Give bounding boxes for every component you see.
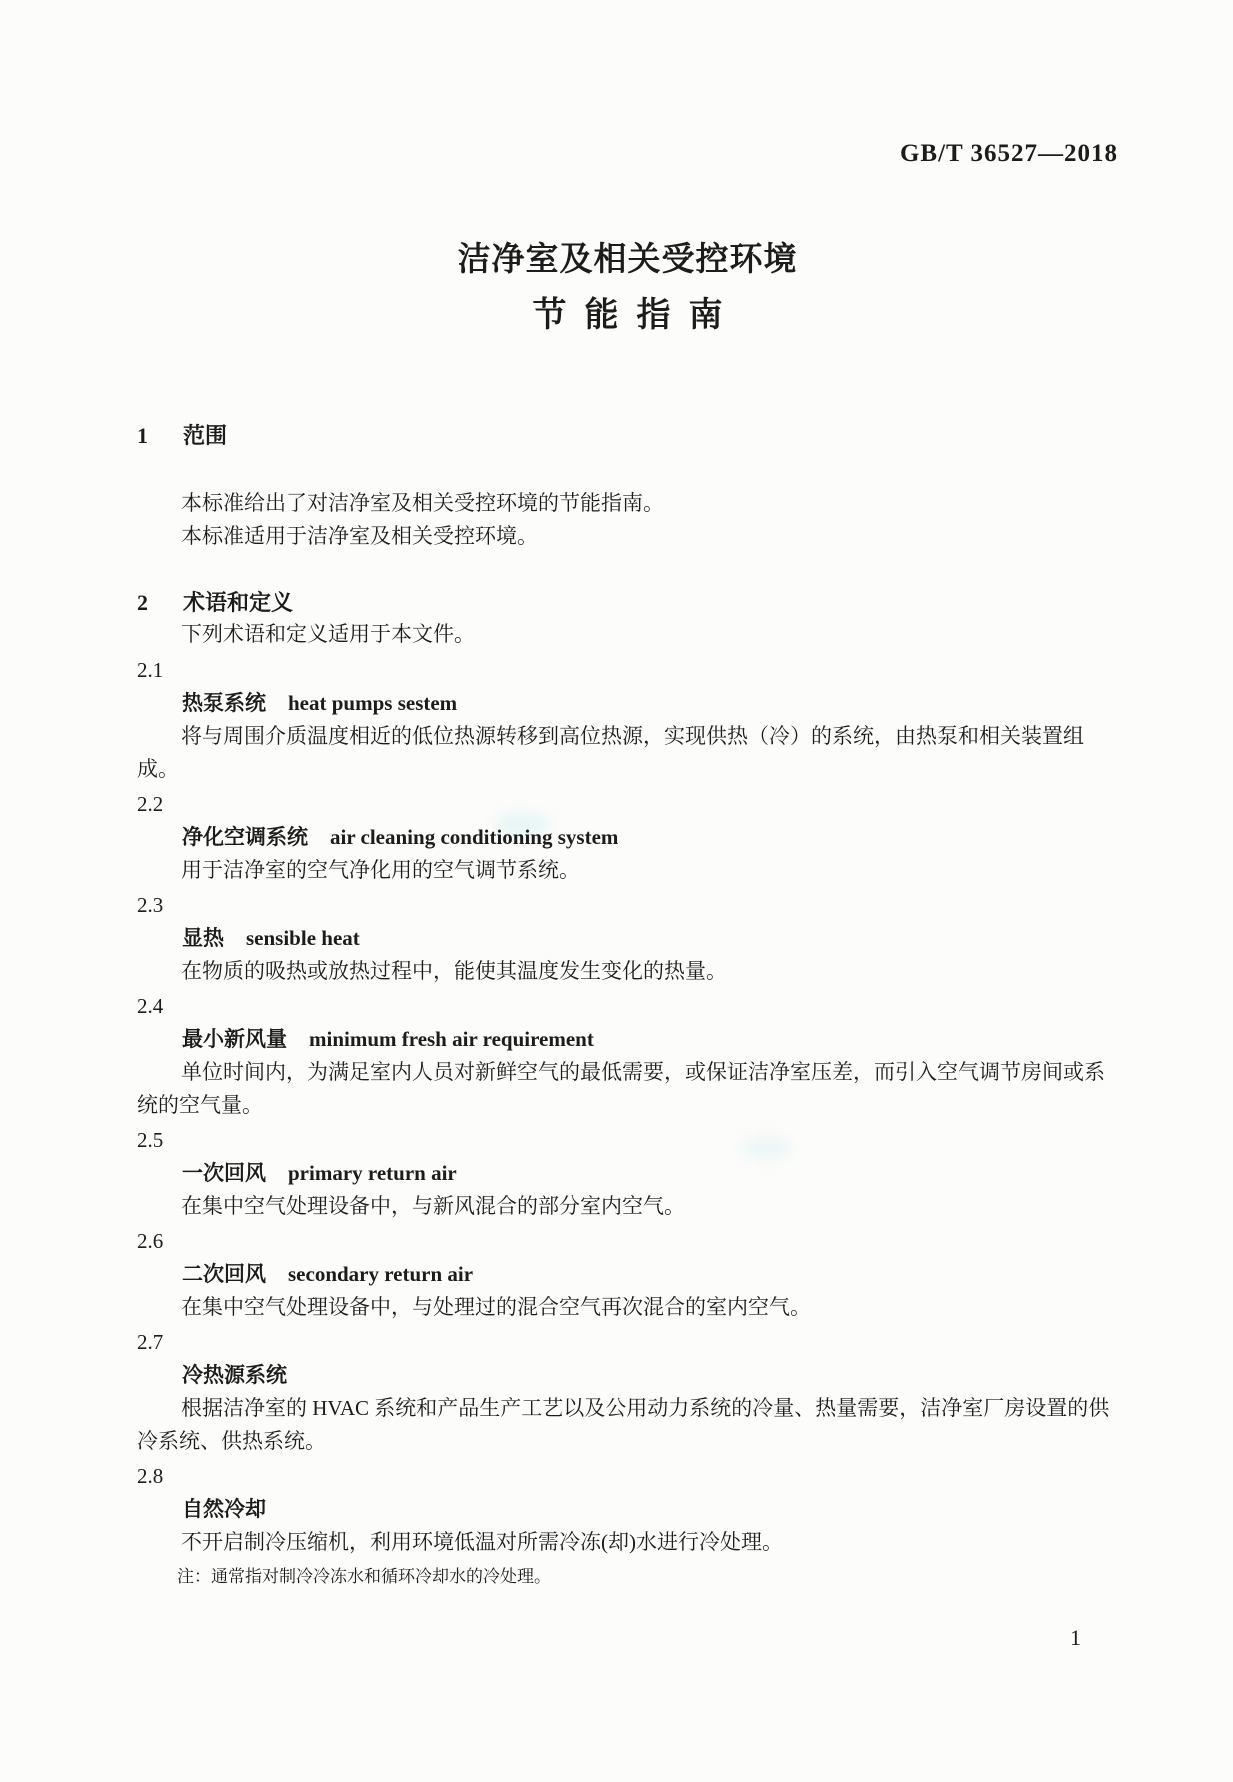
term-entry [137, 889, 1118, 988]
term-number: 2.5 [137, 1128, 164, 1152]
clause-1-body [137, 487, 1118, 553]
term-english: sensible heat [246, 926, 360, 950]
term-chinese: 净化空调系统 [182, 826, 308, 849]
term-number: 2.3 [137, 893, 164, 917]
term-entry [137, 990, 1118, 1122]
clause-1-heading [137, 421, 1118, 451]
document-title [137, 237, 1118, 339]
paragraph: 本标准给出了对洁净室及相关受控环境的节能指南。 [181, 491, 664, 515]
terms-intro: 下列术语和定义适用于本文件。 [181, 622, 475, 646]
term-entry [137, 1225, 1118, 1324]
term-english: minimum fresh air requirement [309, 1027, 594, 1051]
term-heading [182, 922, 1118, 955]
term-definition: 用于洁净室的空气净化用的空气调节系统。 [181, 858, 580, 882]
term-chinese: 冷热源系统 [182, 1364, 287, 1387]
term-number: 2.6 [137, 1229, 164, 1253]
term-heading [182, 1359, 1118, 1392]
clause-1-label: 范围 [183, 423, 228, 448]
term-definition: 在集中空气处理设备中，与处理过的混合空气再次混合的室内空气。 [181, 1295, 811, 1319]
term-heading [182, 1157, 1118, 1190]
term-english: air cleaning conditioning system [330, 825, 619, 849]
term-chinese: 自然冷却 [182, 1498, 266, 1521]
term-heading [182, 687, 1118, 720]
term-definition: 在物质的吸热或放热过程中，能使其温度发生变化的热量。 [181, 959, 727, 983]
clause-1-number: 1 [137, 423, 148, 448]
term-entry [137, 654, 1118, 786]
term-definition: 在集中空气处理设备中，与新风混合的部分室内空气。 [181, 1194, 685, 1218]
paragraph: 本标准适用于洁净室及相关受控环境。 [181, 524, 538, 548]
standard-number: GB/T 36527—2018 [899, 140, 1118, 167]
term-chinese: 显热 [182, 927, 224, 950]
term-heading [182, 821, 1118, 854]
term-number: 2.2 [137, 792, 164, 816]
title-line-1: 洁净室及相关受控环境 [457, 242, 798, 278]
terms-list [137, 654, 1118, 1589]
term-english: heat pumps sestem [288, 691, 458, 715]
term-chinese: 一次回风 [182, 1162, 266, 1185]
term-heading [182, 1023, 1118, 1056]
clause-2-label: 术语和定义 [183, 590, 294, 615]
term-number: 2.1 [137, 658, 164, 682]
term-number: 2.7 [137, 1330, 164, 1354]
term-number: 2.4 [137, 994, 164, 1018]
term-definition: 单位时间内，为满足室内人员对新鲜空气的最低需要，或保证洁净室压差，而引入空气调节房间或系统的空气量。 [137, 1060, 1105, 1117]
clause-2-heading [137, 588, 1118, 618]
term-definition: 不开启制冷压缩机，利用环境低温对所需冷冻(却)水进行冷处理。 [181, 1530, 783, 1554]
title-line-2: 节能指南 [532, 297, 741, 334]
page-number: 1 [1070, 1625, 1081, 1650]
term-entry [137, 788, 1118, 887]
term-definition: 根据洁净室的 HVAC 系统和产品生产工艺以及公用动力系统的冷量、热量需要，洁净室厂房设置的供冷系统、供热系统。 [137, 1396, 1110, 1453]
term-entry [137, 1326, 1118, 1458]
term-heading [182, 1258, 1118, 1291]
term-english: primary return air [288, 1161, 457, 1185]
term-chinese: 二次回风 [182, 1263, 266, 1286]
term-chinese: 最小新风量 [182, 1028, 287, 1051]
clause-2-number: 2 [137, 590, 148, 615]
term-entry [137, 1460, 1118, 1589]
term-note: 注：通常指对制冷冷冻水和循环冷却水的冷处理。 [177, 1567, 551, 1586]
term-number: 2.8 [137, 1464, 164, 1488]
term-chinese: 热泵系统 [182, 692, 266, 715]
term-definition: 将与周围介质温度相近的低位热源转移到高位热源，实现供热（冷）的系统，由热泵和相关装置组成。 [137, 724, 1084, 781]
term-entry [137, 1124, 1118, 1223]
term-english: secondary return air [288, 1262, 474, 1286]
page-content [137, 0, 1118, 1589]
term-heading [182, 1493, 1118, 1526]
